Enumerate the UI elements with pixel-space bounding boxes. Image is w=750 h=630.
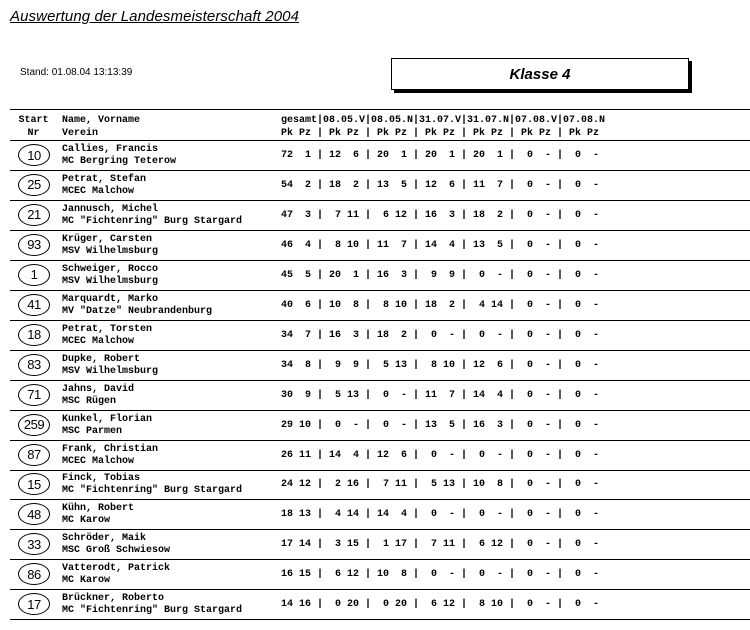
- driver-name: Vatterodt, Patrick: [62, 563, 171, 575]
- driver-name: Frank, Christian: [62, 443, 159, 455]
- scores: 16 15 | 6 12 | 10 8 | 0 - | 0 - | 0 - | 0 -: [281, 569, 600, 581]
- club-name: MSV Wilhelmsburg: [62, 245, 159, 257]
- start-number-badge: 21: [18, 204, 50, 226]
- header-start-label: Start: [18, 115, 49, 126]
- club-name: MCEC Malchow: [62, 185, 135, 197]
- start-number-badge: 15: [18, 473, 50, 495]
- scores: 17 14 | 3 15 | 1 17 | 7 11 | 6 12 | 0 - | 0 -: [281, 539, 600, 551]
- table-header: [0, 114, 750, 142]
- driver-name: Kühn, Robert: [62, 503, 135, 515]
- table-row: [0, 141, 750, 171]
- driver-name: Petrat, Stefan: [62, 173, 147, 185]
- club-name: MSC Parmen: [62, 425, 123, 437]
- club-name: MV "Datze" Neubrandenburg: [62, 305, 213, 317]
- table-row: [0, 351, 750, 381]
- table-row: [0, 441, 750, 471]
- driver-name: Jahns, David: [62, 383, 135, 395]
- driver-name: Finck, Tobias: [62, 473, 141, 485]
- table-row: [0, 171, 750, 201]
- start-number-badge: 25: [18, 174, 50, 196]
- start-number-badge: 10: [18, 144, 50, 166]
- club-name: MSV Wilhelmsburg: [62, 365, 159, 377]
- driver-name: Schröder, Maik: [62, 533, 147, 545]
- header-nr-label: Nr: [27, 128, 40, 139]
- club-name: MC "Fichtenring" Burg Stargard: [62, 605, 243, 617]
- table-row: [0, 231, 750, 261]
- header-pk-pz-label: Pk Pz | Pk Pz | Pk Pz | Pk Pz | Pk Pz | Pk Pz | Pk Pz: [281, 128, 600, 139]
- club-name: MC Karow: [62, 515, 111, 527]
- driver-name: Krüger, Carsten: [62, 233, 153, 245]
- table-row: [0, 381, 750, 411]
- scores: 26 11 | 14 4 | 12 6 | 0 - | 0 - | 0 - | 0 -: [281, 449, 600, 461]
- driver-name: Marquardt, Marko: [62, 293, 159, 305]
- scores: 29 10 | 0 - | 0 - | 13 5 | 16 3 | 0 - | 0 -: [281, 419, 600, 431]
- scores: 34 7 | 16 3 | 18 2 | 0 - | 0 - | 0 - | 0 -: [281, 329, 600, 341]
- driver-name: Callies, Francis: [62, 144, 159, 155]
- table-row: [0, 590, 750, 620]
- table-row: [0, 530, 750, 560]
- start-number-badge: 41: [18, 294, 50, 316]
- class-label-box: [391, 58, 689, 90]
- club-name: MSC Rügen: [62, 395, 117, 407]
- start-number-badge: 1: [18, 264, 50, 286]
- class-label: Klasse 4: [509, 65, 571, 83]
- table-row: [0, 470, 750, 500]
- start-number-badge: 33: [18, 533, 50, 555]
- scores: 18 13 | 4 14 | 14 4 | 0 - | 0 - | 0 - | 0 -: [281, 509, 600, 521]
- driver-name: Jannusch, Michel: [62, 203, 159, 215]
- start-number-badge: 93: [18, 234, 50, 256]
- club-name: MC Karow: [62, 575, 111, 587]
- start-number-badge: 86: [18, 563, 50, 585]
- start-number-badge: 87: [18, 444, 50, 466]
- club-name: MCEC Malchow: [62, 455, 135, 467]
- start-number-badge: 48: [18, 503, 50, 525]
- scores: 40 6 | 10 8 | 8 10 | 18 2 | 4 14 | 0 - | 0 -: [281, 299, 600, 311]
- scores: 14 16 | 0 20 | 0 20 | 6 12 | 8 10 | 0 - | 0 -: [281, 599, 600, 611]
- start-number-badge: 17: [18, 593, 50, 615]
- driver-name: Brückner, Roberto: [62, 593, 165, 605]
- driver-name: Dupke, Robert: [62, 353, 141, 365]
- scores: 30 9 | 5 13 | 0 - | 11 7 | 14 4 | 0 - | 0 -: [281, 389, 600, 401]
- scores: 34 8 | 9 9 | 5 13 | 8 10 | 12 6 | 0 - | 0 -: [281, 359, 600, 371]
- header-name-label: Name, Vorname: [62, 115, 141, 126]
- start-number-badge: 259: [18, 414, 50, 436]
- scores: 47 3 | 7 11 | 6 12 | 16 3 | 18 2 | 0 - | 0 -: [281, 209, 600, 221]
- scores: 46 4 | 8 10 | 11 7 | 14 4 | 13 5 | 0 - | 0 -: [281, 239, 600, 251]
- driver-name: Schweiger, Rocco: [62, 263, 159, 275]
- header-scores: [281, 114, 605, 140]
- table-row: [0, 201, 750, 231]
- scores: 72 1 | 12 6 | 20 1 | 20 1 | 20 1 | 0 - | 0 -: [281, 150, 600, 161]
- page-title: Auswertung der Landesmeisterschaft 2004: [10, 8, 300, 25]
- table-row: [0, 500, 750, 530]
- start-number-badge: 71: [18, 384, 50, 406]
- club-name: MSC Groß Schwiesow: [62, 545, 171, 557]
- table-row: [0, 411, 750, 441]
- timestamp: Stand: 01.08.04 13:13:39: [20, 67, 133, 78]
- table-top-rule: [10, 109, 750, 110]
- header-name: [62, 114, 140, 140]
- scores: 45 5 | 20 1 | 16 3 | 9 9 | 0 - | 0 - | 0 -: [281, 269, 600, 281]
- scores: 54 2 | 18 2 | 13 5 | 12 6 | 11 7 | 0 - | 0 -: [281, 179, 600, 191]
- club-name: MC "Fichtenring" Burg Stargard: [62, 485, 243, 497]
- table-row: [0, 261, 750, 291]
- driver-name: Petrat, Torsten: [62, 323, 153, 335]
- club-name: MC Bergring Teterow: [62, 156, 177, 167]
- table-row: [0, 291, 750, 321]
- driver-name: Kunkel, Florian: [62, 413, 153, 425]
- header-start: [17, 114, 50, 140]
- club-name: MSV Wilhelmsburg: [62, 275, 159, 287]
- club-name: MCEC Malchow: [62, 335, 135, 347]
- start-number-badge: 18: [18, 324, 50, 346]
- header-club-label: Verein: [62, 128, 99, 139]
- club-name: MC "Fichtenring" Burg Stargard: [62, 215, 243, 227]
- table-row: [0, 321, 750, 351]
- header-rounds-label: gesamt|08.05.V|08.05.N|31.07.V|31.07.N|07.08.V|07.08.N: [281, 115, 606, 126]
- scores: 24 12 | 2 16 | 7 11 | 5 13 | 10 8 | 0 - | 0 -: [281, 479, 600, 491]
- start-number-badge: 83: [18, 354, 50, 376]
- table-row: [0, 560, 750, 590]
- row-divider: [10, 619, 750, 620]
